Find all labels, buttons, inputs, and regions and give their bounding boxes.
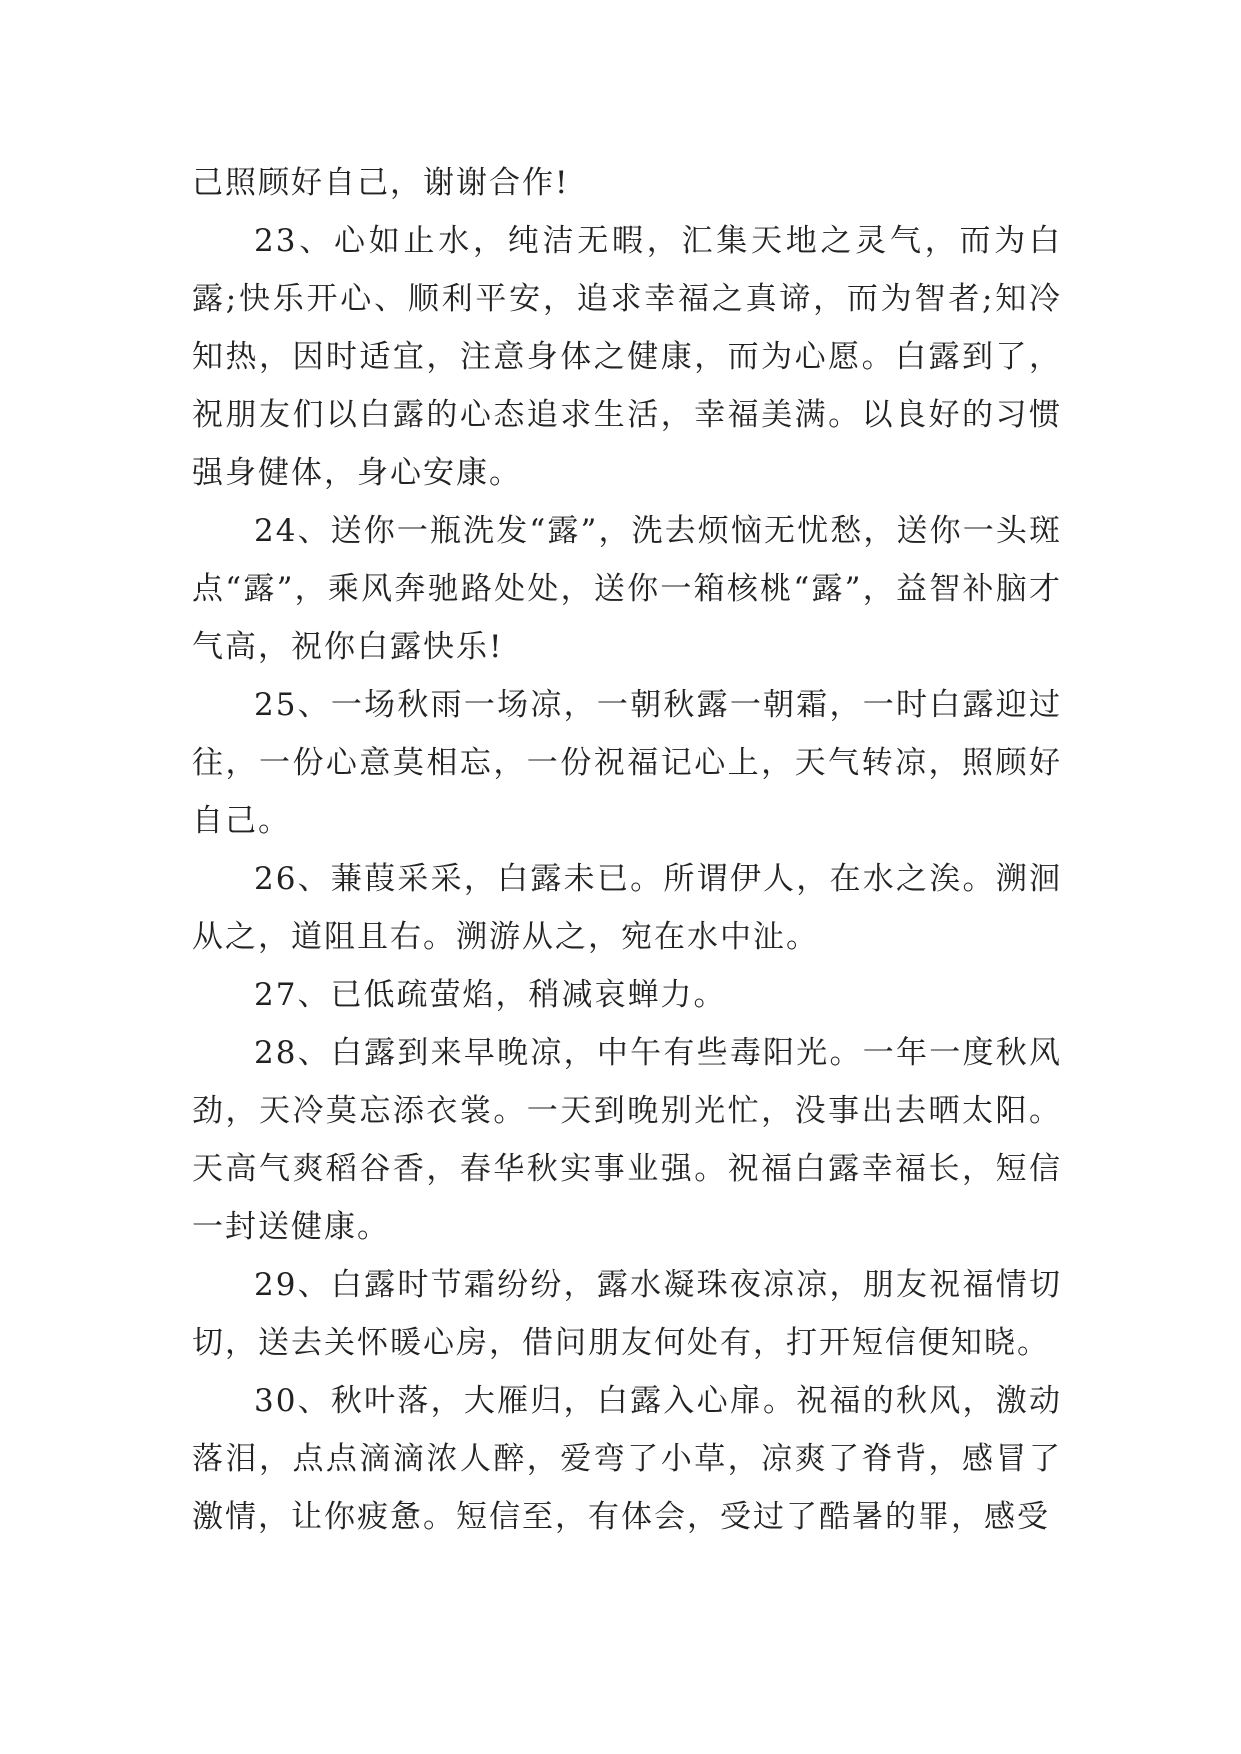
paragraph-24: 24、送你一瓶洗发“露”，洗去烦恼无忧愁，送你一头斑点“露”，乘风奔驰路处处，送你一箱核桃“露”，益智补脑才气高，祝你白露快乐! bbox=[192, 513, 1062, 665]
paragraph-0: 己照顾好自己，谢谢合作! bbox=[192, 165, 570, 201]
document-body bbox=[192, 154, 1062, 1546]
paragraph-27: 27、已低疏萤焰，稍减哀蝉力。 bbox=[254, 977, 727, 1013]
paragraph-30: 30、秋叶落，大雁归，白露入心扉。祝福的秋风，激动落泪，点点滴滴浓人醉，爱弯了小草，凉爽了脊背，感冒了激情，让你疲惫。短信至，有体会，受过了酷暑的罪，感受 bbox=[192, 1383, 1062, 1535]
paragraph-25: 25、一场秋雨一场凉，一朝秋露一朝霜，一时白露迎过往，一份心意莫相忘，一份祝福记心上，天气转凉，照顾好自己。 bbox=[192, 687, 1062, 839]
paragraph-29: 29、白露时节霜纷纷，露水凝珠夜凉凉，朋友祝福情切切，送去关怀暖心房，借问朋友何处有，打开短信便知晓。 bbox=[192, 1267, 1062, 1361]
paragraph-23: 23、心如止水，纯洁无暇，汇集天地之灵气，而为白露;快乐开心、顺利平安，追求幸福之真谛，而为智者;知冷知热，因时适宜，注意身体之健康，而为心愿。白露到了，祝朋友们以白露的心态追求生活，幸福美满。以良好的习惯强身健体，身心安康。 bbox=[192, 223, 1062, 491]
paragraph-28: 28、白露到来早晚凉，中午有些毒阳光。一年一度秋风劲，天冷莫忘添衣裳。一天到晚别光忙，没事出去晒太阳。天高气爽稻谷香，春华秋实事业强。祝福白露幸福长，短信一封送健康。 bbox=[192, 1035, 1062, 1245]
paragraph-26: 26、蒹葭采采，白露未已。所谓伊人，在水之涘。溯洄从之，道阻且右。溯游从之，宛在水中沚。 bbox=[192, 861, 1062, 955]
